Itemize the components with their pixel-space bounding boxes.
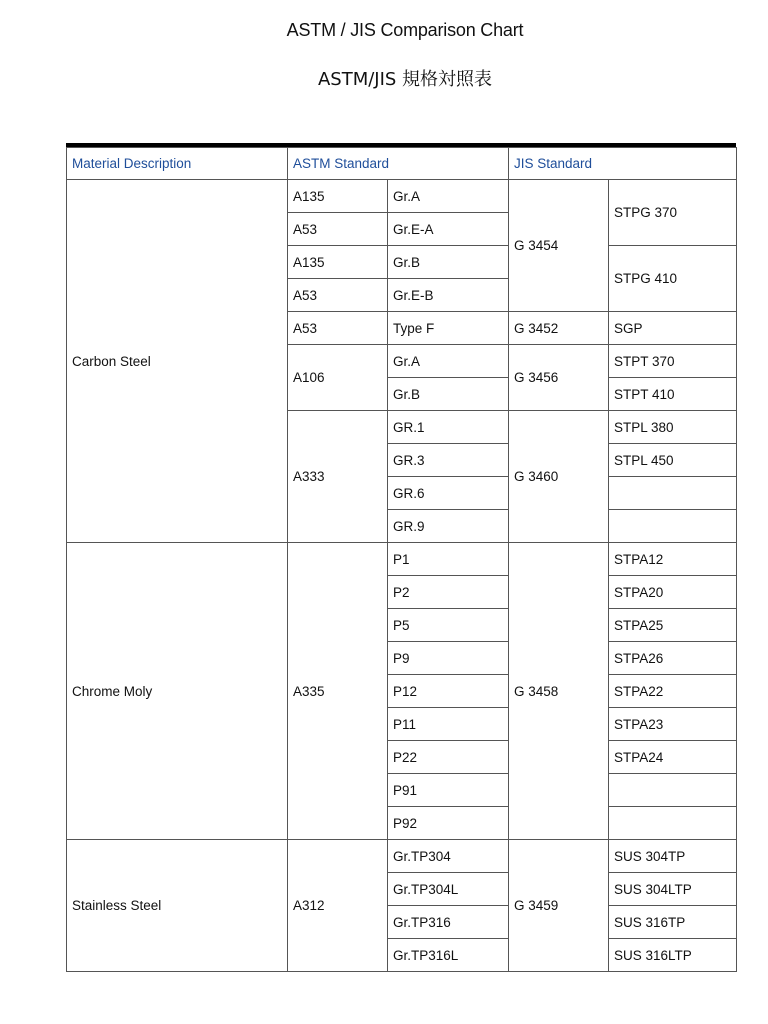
- jis-type-cell: SUS 304TP: [609, 840, 737, 873]
- jis-type-cell: STPA22: [609, 675, 737, 708]
- table-header-row: [67, 148, 737, 180]
- header-jis-standard: JIS Standard: [509, 148, 737, 180]
- jis-type-cell: SUS 316LTP: [609, 939, 737, 972]
- header-astm-standard: ASTM Standard: [288, 148, 509, 180]
- jis-type-cell: SGP: [609, 312, 737, 345]
- jis-cell: G 3458: [509, 543, 609, 840]
- jis-type-cell: STPA20: [609, 576, 737, 609]
- jis-type-cell-empty: [609, 774, 737, 807]
- grade-cell: P9: [388, 642, 509, 675]
- grade-cell: P2: [388, 576, 509, 609]
- jis-cell: G 3456: [509, 345, 609, 411]
- grade-cell: Gr.TP316: [388, 906, 509, 939]
- page-subtitle: ASTM/JIS 規格対照表: [317, 69, 493, 90]
- astm-cell: A135: [288, 246, 388, 279]
- grade-cell: P22: [388, 741, 509, 774]
- jis-cell: G 3452: [509, 312, 609, 345]
- jis-type-cell: STPA24: [609, 741, 737, 774]
- grade-cell: P5: [388, 609, 509, 642]
- jis-type-cell: SUS 316TP: [609, 906, 737, 939]
- header-material-description: Material Description: [67, 148, 288, 180]
- grade-cell: Gr.TP316L: [388, 939, 509, 972]
- jis-type-cell: STPG 410: [609, 246, 737, 312]
- astm-cell: A135: [288, 180, 388, 213]
- jis-type-cell: STPA12: [609, 543, 737, 576]
- astm-cell: A335: [288, 543, 388, 840]
- comparison-table-container: [66, 143, 736, 972]
- grade-cell: GR.3: [388, 444, 509, 477]
- table-row: [67, 543, 737, 576]
- jis-type-cell: STPT 370: [609, 345, 737, 378]
- grade-cell: Gr.A: [388, 345, 509, 378]
- page-title: ASTM / JIS Comparison Chart: [286, 20, 524, 40]
- grade-cell: P91: [388, 774, 509, 807]
- jis-type-cell: STPA23: [609, 708, 737, 741]
- material-chrome-moly: Chrome Moly: [67, 543, 288, 840]
- jis-type-cell-empty: [609, 807, 737, 840]
- astm-cell: A53: [288, 312, 388, 345]
- jis-cell: G 3459: [509, 840, 609, 972]
- grade-cell: GR.1: [388, 411, 509, 444]
- jis-type-cell-empty: [609, 510, 737, 543]
- comparison-table: [66, 147, 737, 972]
- grade-cell: GR.9: [388, 510, 509, 543]
- grade-cell: P92: [388, 807, 509, 840]
- grade-cell: GR.6: [388, 477, 509, 510]
- table-row: [67, 840, 737, 873]
- grade-cell: P1: [388, 543, 509, 576]
- grade-cell: Gr.TP304L: [388, 873, 509, 906]
- grade-cell: Gr.B: [388, 378, 509, 411]
- grade-cell: Type F: [388, 312, 509, 345]
- material-carbon-steel: Carbon Steel: [67, 180, 288, 543]
- astm-cell: A106: [288, 345, 388, 411]
- jis-type-cell: STPL 380: [609, 411, 737, 444]
- jis-type-cell: STPG 370: [609, 180, 737, 246]
- grade-cell: P11: [388, 708, 509, 741]
- astm-cell: A53: [288, 213, 388, 246]
- jis-type-cell: STPA25: [609, 609, 737, 642]
- jis-cell: G 3460: [509, 411, 609, 543]
- jis-type-cell: STPA26: [609, 642, 737, 675]
- jis-cell: G 3454: [509, 180, 609, 312]
- grade-cell: Gr.TP304: [388, 840, 509, 873]
- grade-cell: Gr.B: [388, 246, 509, 279]
- grade-cell: P12: [388, 675, 509, 708]
- jis-type-cell-empty: [609, 477, 737, 510]
- astm-cell: A312: [288, 840, 388, 972]
- table-row: [67, 180, 737, 213]
- astm-cell: A333: [288, 411, 388, 543]
- jis-type-cell: SUS 304LTP: [609, 873, 737, 906]
- astm-cell: A53: [288, 279, 388, 312]
- grade-cell: Gr.A: [388, 180, 509, 213]
- grade-cell: Gr.E-B: [388, 279, 509, 312]
- jis-type-cell: STPT 410: [609, 378, 737, 411]
- grade-cell: Gr.E-A: [388, 213, 509, 246]
- material-stainless-steel: Stainless Steel: [67, 840, 288, 972]
- jis-type-cell: STPL 450: [609, 444, 737, 477]
